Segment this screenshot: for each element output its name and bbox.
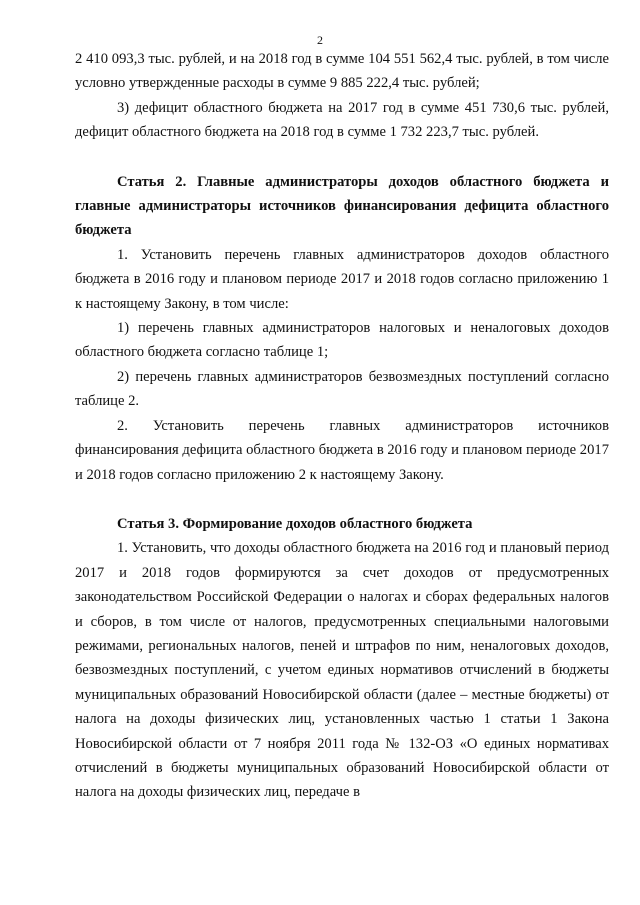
paragraph-deficit: 3) дефицит областного бюджета на 2017 год в сумме 451 730,6 тыс. рублей, дефицит областного бюджета на 2018 год в сумме 1 732 223,7 тыс. рублей. — [75, 99, 609, 141]
paragraph-continuation: 2 410 093,3 тыс. рублей, и на 2018 год в сумме 104 551 562,4 тыс. рублей, в том числе условно утвержденные расходы в сумме 9 885 222,4 тыс. рублей; — [75, 51, 609, 92]
spacer — [75, 487, 609, 512]
article-2-item-2: 2. Установить перечень главных администраторов источников финансирования дефицита областного бюджета в 2016 году и плановом периоде 2017 и 2018 годов согласно приложению 2 к настоящему Закону. — [75, 417, 609, 483]
spacer — [75, 145, 609, 170]
article-2-subitem-1: 1) перечень главных администраторов налоговых и неналоговых доходов областного бюджета согласно таблице 1; — [75, 320, 609, 361]
article-3-item-1: 1. Установить, что доходы областного бюджета на 2016 год и плановый период 2017 и 2018 годов формируются за счет доходов от предусмотренных законодательством Российской Федерации о налогах и сборах федеральных налогов и сборов, в том числе от налогов, предусмотренных специальными налоговыми режимами, региональных налогов, пеней и штрафов по ним, неналоговых доходов, безвозмездных поступлений, с учетом единых нормативов отчислений в бюджеты муниципальных образований Новосибирской области (далее – местные бюджеты) от налога на доходы физических лиц, установленных частью 1 статьи 1 Закона Новосибирской области от 7 ноября 2011 года № 132-ОЗ «О единых нормативах отчислений в бюджеты муниципальных образований Новосибирской области от налога на доходы физических лиц, передаче в — [75, 540, 609, 801]
article-2-item-1: 1. Установить перечень главных администраторов доходов областного бюджета в 2016 году и плановом периоде 2017 и 2018 годов согласно приложению 1 к настоящему Закону, в том числе: — [75, 246, 609, 312]
article-3-heading: Статья 3. Формирование доходов областного бюджета — [117, 515, 473, 532]
page-number: 2 — [317, 33, 323, 47]
article-2-subitem-2: 2) перечень главных администраторов безвозмездных поступлений согласно таблице 2. — [75, 368, 609, 410]
article-2-heading: Статья 2. Главные администраторы доходов областного бюджета и главные администраторы источников финансирования дефицита областного бюджета — [75, 173, 609, 239]
document-body — [75, 47, 609, 805]
